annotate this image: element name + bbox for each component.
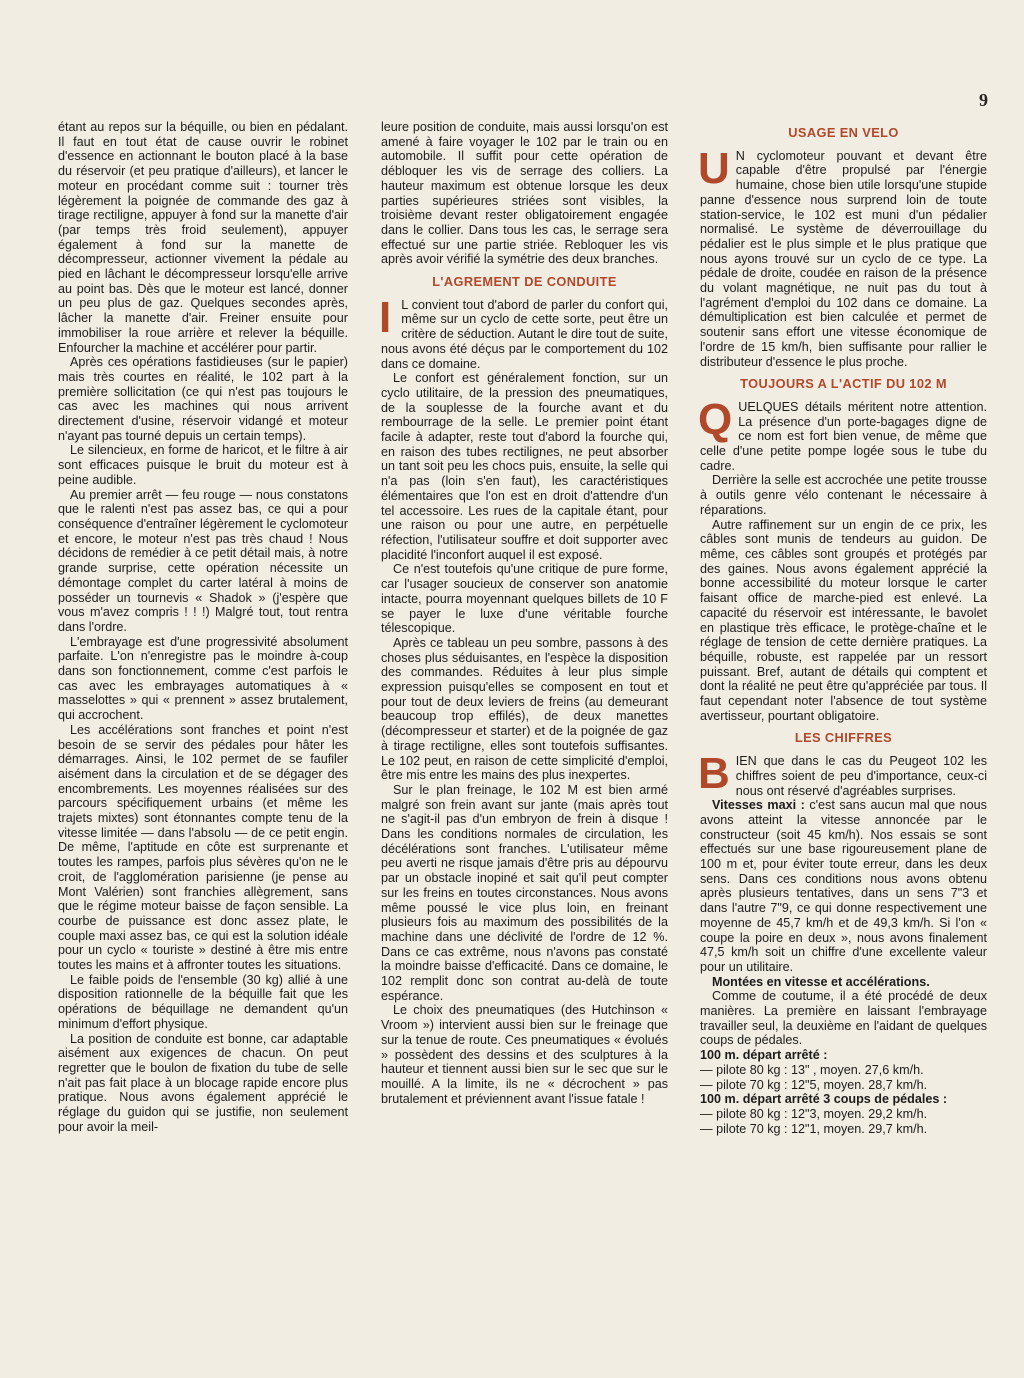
data-line: — pilote 70 kg : 12"1, moyen. 29,7 km/h.: [700, 1121, 928, 1136]
lead-text: L convient tout d'abord de parler du confort qui, même sur un cyclo de cette sorte, peut être un critère de séduction. Autant le dire tout de suite, nous avons été déçus par le comportement du 102 dans ce domaine.: [381, 297, 668, 371]
subheading-vitesses: Vitesses maxi :: [712, 798, 805, 813]
drop-cap: U: [698, 143, 730, 193]
page-number: 9: [979, 90, 988, 110]
lead-paragraph: [698, 394, 987, 474]
paragraph: Au premier arrêt — feu rouge — nous constatons que le ralenti n'est pas assez bas, ce qui a pour conséquence d'entraîner légèrement le cyclomoteur et encore, le moteur n'est pas très chaud ! Nous décidons de remédier à ce petit détail mais, à notre grande surprise, cette opération nécessite un démontage complet du carter latéral à moins de posséder un tournevis « Shadok » (j'espère que vous m'avez compris ! ! !) Malgré tout, tout rentra dans l'ordre.: [58, 487, 348, 634]
column-3: [700, 120, 987, 1370]
lead-paragraph: [698, 749, 987, 799]
lead-text: IEN que dans le cas du Peugeot 102 les chiffres soient de peu d'importance, ceux-ci nous ont réservé d'agréables surprises.: [735, 754, 987, 798]
section-heading-chiffres: LES CHIFFRES: [794, 730, 893, 746]
paragraph: Les accélérations sont franches et point n'est besoin de se servir des pédales pour hâter les démarrages. Ainsi, le 102 permet de se faufiler aisément dans la circulation et de se dégager des encombrements. Les moyennes réalisées sur des parcours spécifiquement urbains (et même les trajets mixtes) sont étonnantes compte tenu de la vitesse limitée — dans l'absolu — de ce petit engin. De même, l'aptitude en côte est surprenante et toutes les rampes, parfois plus sévères qu'on ne le croit, de l'agglomération parisienne (je pense au Mont Valérien) sont franchies allègrement, sans que le régime moteur baisse de façon sensible. La courbe de puissance est donc assez plate, le couple maxi assez bas, ce qui est la solution idéale pour un cyclo « touriste » destiné à être mis entre toutes les mains et à affronter toutes les situations.: [58, 722, 348, 973]
drop-cap: I: [379, 292, 392, 342]
lead-text: N cyclomoteur pouvant et devant être capable d'être propulsé par l'énergie humaine, chose bien utile lorsqu'une stupide panne d'essence nous surprend loin de toute station-service, le 102 est muni d'un pédalier normalisé. Le système de déverrouillage du pédalier est le plus simple et le plus pratique que nous ayons trouvé sur un cyclo de ce type. La pédale de droite, coudée en raison de la présence du volant magnétique, ne nuit pas du tout à l'agrément d'emploi du 102 dans ce domaine. La démultiplication est bien calculée et permet de soutenir sans effort une vitesse économique de l'ordre de 15 km/h, bien suffisante pour rallier le distributeur d'essence le plus proche.: [700, 148, 987, 369]
data-line: — pilote 80 kg : 13" , moyen. 27,6 km/h.: [700, 1062, 924, 1077]
paragraph: Derrière la selle est accrochée une petite trousse à outils genre vélo contenant le nécessaire à réparations.: [700, 473, 987, 517]
section-heading-actif: TOUJOURS A L'ACTIF DU 102 M: [740, 376, 947, 392]
paragraph: L'embrayage est d'une progressivité absolument parfaite. L'on n'enregistre pas le moindre à-coup dans son fonctionnement, comme c'est parfois le cas avec les embrayages automatiques à « masselottes » qui « prennent » assez brutalement, qui accrochent.: [58, 634, 348, 723]
paragraph: Après ces opérations fastidieuses (sur le papier) mais très courtes en réalité, le 102 part à la première sollicitation (ce qui n'est pas toujours le cas avec les machines qui nous arrivent directement d'usine, réservoir vidangé et moteur n'ayant pas tourné depuis un certain temps).: [58, 355, 348, 443]
lead-paragraph: [379, 292, 668, 372]
paragraph: Après ce tableau un peu sombre, passons à des choses plus séduisantes, en l'espèce la disposition des commandes. Réduites à leur plus simple expression puisqu'elles se composent en tout et pour tout de deux leviers de freins (au demeurant beaucoup trop effilés), de deux manettes (décompresseur et starter) et de la poignée de gaz à tirage rectiligne, elles sont toutefois suffisantes. Le 102 peut, en raison de cette simplicité d'emploi, être mis entre les mains des plus inexpertes.: [381, 635, 668, 783]
lead-paragraph: [698, 143, 987, 370]
paragraph: Le silencieux, en forme de haricot, et le filtre à air sont efficaces puisque le bruit du moteur est à peine audible.: [58, 443, 348, 487]
column-2: [381, 120, 668, 1370]
paragraph: La position de conduite est bonne, car adaptable aisément aux exigences de chacun. On peut regretter que le boulon de fixation du tube de selle n'ait pas fait place à un blocage rapide encore plus pratique. Nous avons également apprécié le réglage du guidon qui se justifie, non seulement pour avoir la meil-: [58, 1031, 348, 1134]
paragraph: Le confort est généralement fonction, sur un cyclo utilitaire, de la pression des pneumatiques, de la souplesse de la fourche avant et du rembourrage de la selle. Le premier point étant facile à adapter, reste tout d'abord la fourche qui, en raison des tubes rectilignes, ne peut absorber un tant soit peu les chocs puis, ensuite, la selle qui n'a pas (loin s'en faut), les caractéristiques élémentaires que l'on est en droit d'attendre d'un tel accessoire. Les rues de la capitale étant, pour une raison ou pour une autre, en perpétuelle réfection, l'utilisateur souffre et doit supporter avec placidité l'inconfort auquel il est exposé.: [381, 371, 668, 562]
lead-text: UELQUES détails méritent notre attention. La présence d'un porte-bagages digne de ce nom est fort bien venue, de même que celle d'une petite pompe logée sous le tube du cadre.: [700, 399, 987, 473]
subheading-montees: Montées en vitesse et accélérations.: [712, 974, 930, 989]
drop-cap: B: [698, 749, 730, 799]
paragraph: Autre raffinement sur un engin de ce prix, les câbles sont munis de tendeurs au guidon. De même, ces câbles sont groupés et protégés par des gaines. Nous avons également apprécié la bonne accessibilité du moteur lorsque le carter faisant office de marche-pied est enlevé. La capacité du réservoir est intéressante, le bavolet en plastique très efficace, le protège-chaîne et le réglage de tension de cette dernière pratiques. La béquille, robuste, est rappelée par un ressort puissant. Bref, autant de détails qui comptent et dont la réalité ne peut être qu'appréciée par tous. Il faut cependant noter l'absence de tout système avertisseur, pourtant obligatoire.: [700, 517, 987, 723]
data-title: 100 m. départ arrêté :: [700, 1048, 828, 1063]
paragraph: Comme de coutume, il a été procédé de deux manières. La première en laissant l'embrayage travailler seul, la deuxième en l'aidant de quelques coups de pédales.: [700, 989, 987, 1048]
data-line: — pilote 70 kg : 12"5, moyen. 28,7 km/h.: [700, 1077, 928, 1092]
paragraph: étant au repos sur la béquille, ou bien en pédalant. Il faut en tout état de cause ouvrir le robinet d'essence en actionnant le bouton placé à la base du réservoir (et peu pratique d'ailleurs), et lancer le moteur en procédant comme suit : tourner très légèrement la poignée de commande des gaz à tirage rectiligne, appuyer à fond sur la manette d'air (par temps très froid seulement), appuyer également à fond sur la manette de décompresseur, actionner vivement la pédale au pied en lâchant le décompresseur lorsqu'elle arrive au point bas. Dès que le moteur est lancé, donner un peu plus de gaz. Quelques secondes après, lâcher la manette d'air. Freiner ensuite pour immobiliser la roue arrière et relever la béquille. Enfourcher la machine et accélérer pour partir.: [58, 120, 348, 355]
paragraph: Ce n'est toutefois qu'une critique de pure forme, car l'usager soucieux de conserver son anatomie intacte, pourra moyennant quelques billets de 10 F se payer le luxe d'une véritable fourche télescopique.: [381, 562, 668, 636]
data-title: 100 m. départ arrêté 3 coups de pédales :: [700, 1092, 948, 1107]
section-heading-agrement: L'AGREMENT DE CONDUITE: [432, 274, 617, 290]
paragraph: leure position de conduite, mais aussi lorsqu'on est amené à faire voyager le 102 par le train ou en automobile. Il suffit pour cette opération de débloquer les vis de serrage des colliers. La hauteur maximum est obtenue lorsque les deux parties supérieures striées sont visibles, la troisième devant rester obligatoirement engagée dans le collier. Dans tous les cas, le serrage sera effectué sur une partie striée. Rebloquer les vis après avoir vérifié la symétrie des deux branches.: [381, 120, 668, 267]
paragraph: Sur le plan freinage, le 102 M est bien armé malgré son frein avant sur jante (mais après tout ne s'agit-il pas d'un embryon de frein à disque ! Dans les conditions normales de circulation, les décélérations sont franches. L'utilisateur même peu averti ne risque jamais d'être pris au dépourvu par un obstacle inopiné et sait qu'il peut compter sur les freins en toutes circonstances. Nous avons même poussé le vice plus loin, en freinant plusieurs fois au maximum des possibilités de la machine dans une déclivité de l'ordre de 12 %. Dans ce cas extrême, nous n'avons pas constaté la moindre baisse d'efficacité. Dans ce domaine, le 102 remplit donc son contrat au-delà de toute espérance.: [381, 782, 668, 1003]
paragraph: Le choix des pneumatiques (des Hutchinson « Vroom ») intervient aussi bien sur le freinage que sur la tenue de route. Ces pneumatiques « évolués » possèdent des dessins et des sculptures à la hauteur et tiennent aussi bien sur le sec que sur le mouillé. A la limite, ils ne « décrochent » pas brutalement et préviennent avant l'issue fatale !: [381, 1003, 668, 1106]
drop-cap: Q: [698, 394, 733, 444]
vitesse-text: c'est sans aucun mal que nous avons atteint la vitesse annoncée par le constructeur (soit 45 km/h). Nos essais se sont effectués sur une base rigoureusement plane de 100 m et, pour éviter toute erreur, dans les deux sens. Dans ces conditions nous avons obtenu après plusieurs tentatives, dans un sens 7"3 et dans l'autre 7"9, ce qui donne respectivement une moyenne de 45,7 km/h et de 49,3 km/h. Si l'on « coupe la poire en deux », nous avons finalement 47,5 km/h soit un chiffre d'une excellente valeur pour un utilitaire.: [700, 798, 987, 974]
section-heading-usage-velo: USAGE EN VELO: [788, 125, 899, 140]
data-line: — pilote 80 kg : 12"3, moyen. 29,2 km/h.: [700, 1107, 928, 1121]
paragraph: Le faible poids de l'ensemble (30 kg) allié à une disposition rationnelle de la béquille fait que les opérations de béquillage ne demandent qu'un minimum d'effort physique.: [58, 972, 348, 1031]
column-1: [58, 120, 348, 1370]
paragraph: [700, 798, 987, 974]
